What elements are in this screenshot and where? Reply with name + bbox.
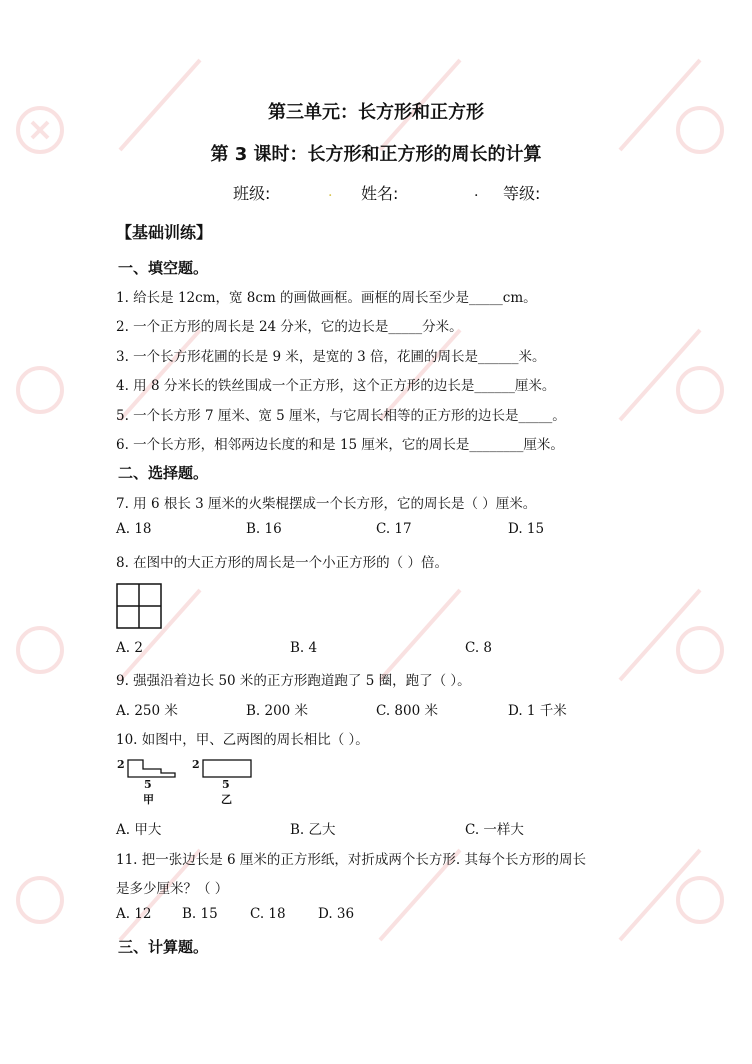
q10-option-a: A. 甲大 (116, 822, 162, 838)
q7-option-d: D. 15 (508, 521, 545, 537)
q8-option-a: A. 2 (116, 640, 143, 656)
section-choice-title: 二、选择题。 (118, 464, 209, 482)
section-calculation-title: 三、计算题。 (118, 938, 209, 956)
q10-option-c: C. 一样大 (465, 822, 524, 838)
q11-option-b: B. 15 (182, 906, 218, 922)
q9-option-c: C. 800 米 (376, 703, 438, 719)
q11-option-a: A. 12 (116, 906, 152, 922)
q11-option-d: D. 36 (318, 906, 355, 922)
decorative-dot: . (328, 184, 333, 200)
question-6: 6. 一个长方形，相邻两边长度的和是 15 厘米，它的周长是________厘米。 (116, 437, 564, 453)
figure-b-width-label: 5 (222, 778, 230, 791)
q7-option-c: C. 17 (376, 521, 412, 537)
four-squares-figure (116, 583, 162, 629)
question-4: 4. 用 8 分米长的铁丝围成一个正方形，这个正方形的边长是______厘米。 (116, 378, 556, 394)
figure-b-height-label: 2 (192, 758, 200, 771)
q7-option-b: B. 16 (246, 521, 282, 537)
question-9: 9. 强强沿着边长 50 米的正方形跑道跑了 5 圈，跑了（ ）。 (116, 673, 471, 689)
figure-a-stepped-shape (127, 759, 177, 779)
grade-label: 等级: (503, 184, 541, 203)
section-fill-blank-title: 一、填空题。 (118, 259, 209, 277)
section-basic-training: 【基础训练】 (116, 223, 213, 242)
q8-option-b: B. 4 (290, 640, 318, 656)
q7-option-a: A. 18 (116, 521, 152, 537)
question-3: 3. 一个长方形花圃的长是 9 米，是宽的 3 倍，花圃的周长是______米。 (116, 349, 546, 365)
question-8: 8. 在图中的大正方形的周长是一个小正方形的（ ）倍。 (116, 555, 448, 571)
figure-a-width-label: 5 (144, 778, 152, 791)
question-2: 2. 一个正方形的周长是 24 分米，它的边长是_____分米。 (116, 319, 463, 335)
page-title: 第三单元：长方形和正方形 (268, 102, 484, 123)
q10-option-b: B. 乙大 (290, 822, 336, 838)
question-5: 5. 一个长方形 7 厘米、宽 5 厘米，与它周长相等的正方形的边长是_____。 (116, 408, 566, 424)
q8-option-c: C. 8 (465, 640, 493, 656)
question-10: 10. 如图中，甲、乙两图的周长相比（ ）。 (116, 732, 369, 748)
figure-b-rectangle (202, 759, 254, 779)
figure-a-name: 甲 (143, 793, 154, 806)
figure-a-height-label: 2 (117, 758, 125, 771)
q9-option-d: D. 1 千米 (508, 703, 567, 719)
question-7: 7. 用 6 根长 3 厘米的火柴棍摆成一个长方形，它的周长是（ ）厘米。 (116, 496, 537, 512)
lesson-subtitle: 第 3 课时：长方形和正方形的周长的计算 (210, 144, 542, 165)
name-label: 姓名: (361, 184, 399, 203)
q9-option-b: B. 200 米 (246, 703, 309, 719)
question-11-line-1: 11. 把一张边长是 6 厘米的正方形纸，对折成两个长方形. 其每个长方形的周长 (116, 852, 587, 868)
class-label: 班级: (233, 184, 271, 203)
question-1: 1. 给长是 12cm，宽 8cm 的画做画框。画框的周长至少是_____cm。 (116, 290, 537, 306)
decorative-dot: . (474, 184, 479, 200)
q9-option-a: A. 250 米 (116, 703, 178, 719)
question-11-line-2: 是多少厘米？（ ） (116, 881, 229, 897)
figure-b-name: 乙 (221, 793, 232, 806)
q11-option-c: C. 18 (250, 906, 286, 922)
